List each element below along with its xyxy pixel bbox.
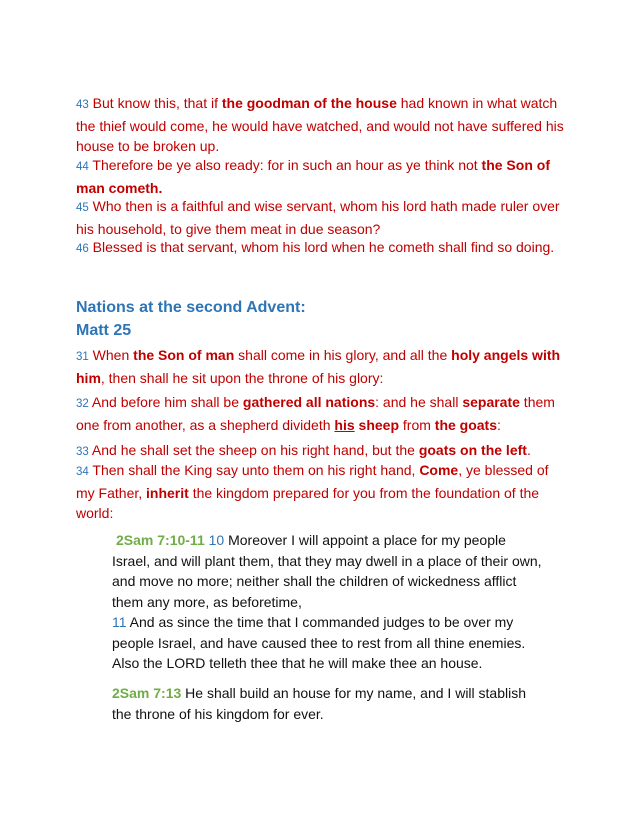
- verse-number: 31: [76, 351, 89, 363]
- verse-text: And he shall set the sheep on his right hand, but the: [88, 442, 419, 458]
- verse-text: , then shall he sit upon the throne of his glory:: [100, 369, 384, 386]
- verse-text: Moreover I will appoint a place for my people Israel, and will plant them, that they may dwell in a place of their own, and move no more; neither shall the children of wickedness afflict them any more, as beforetime,: [112, 532, 542, 610]
- verse-text: had known in what watch the thief would come, he would have watched, and would not have suffered his house to be broken up.: [76, 95, 564, 154]
- verse-text: But know this, that if: [88, 95, 222, 111]
- verse-emphasis: goats on the left: [418, 442, 527, 458]
- verse-emphasis-underlined: his: [334, 416, 355, 433]
- verse-46: [76, 237, 568, 260]
- verse-number: 43: [76, 99, 89, 111]
- verse-emphasis: separate: [462, 394, 520, 410]
- verse-44: [76, 155, 568, 198]
- verse-emphasis: gathered all nations: [242, 394, 376, 410]
- verse-number: 45: [76, 202, 89, 214]
- verse-text: And before him shall be: [88, 394, 243, 410]
- section-heading: Nations at the second Advent:: [76, 299, 306, 316]
- verse-text: , ye blessed of my Father,: [76, 462, 549, 501]
- cross-reference-2sam-7-13: [112, 683, 542, 724]
- verse-text: .: [526, 442, 531, 458]
- verse-emphasis: the goats: [434, 416, 498, 433]
- verse-number: 32: [76, 398, 89, 410]
- reference-label: 2Sam 7:10-11: [116, 532, 205, 548]
- verse-text: And as since the time that I commanded judges to be over my people Israel, and have caused thee to rest from all thine enemies. Also the LORD telleth thee that he will make thee an house.: [112, 614, 526, 671]
- verse-number: 46: [76, 243, 89, 255]
- verse-emphasis: the Son of man: [133, 347, 235, 363]
- verse-number: 44: [76, 161, 89, 173]
- verse-31: [76, 345, 568, 388]
- verse-number: 33: [76, 446, 89, 458]
- cross-reference-2sam-7-11: [112, 612, 542, 674]
- verse-34: [76, 460, 568, 524]
- verse-text: When: [88, 347, 134, 363]
- verse-number: 34: [76, 466, 89, 478]
- verse-text: Then shall the King say unto them on his right hand,: [88, 462, 420, 478]
- verse-emphasis: sheep: [358, 416, 399, 433]
- verse-32: [76, 392, 568, 435]
- verse-emphasis: holy angels with him: [76, 347, 561, 386]
- verse-emphasis: the Son of man cometh.: [76, 157, 550, 196]
- chapter-heading: Matt 25: [76, 322, 132, 339]
- verse-text: : and he shall: [375, 394, 463, 410]
- verse-text: :: [497, 416, 501, 433]
- verse-emphasis: Come: [419, 462, 459, 478]
- reference-label: 2Sam 7:13: [112, 685, 182, 701]
- verse-text: them one from another, as a shepherd divideth: [76, 394, 555, 433]
- verse-text: the kingdom prepared for you from the foundation of the world:: [76, 484, 540, 521]
- verse-text: Blessed is that servant, whom his lord when he cometh shall find so doing.: [88, 239, 555, 255]
- verse-emphasis: inherit: [146, 484, 189, 501]
- verse-number: 11: [112, 614, 127, 630]
- verse-emphasis: the goodman of the house: [221, 95, 397, 111]
- verse-45: [76, 196, 568, 239]
- verse-43: [76, 93, 568, 157]
- verse-number: 10: [208, 532, 225, 548]
- verse-text: He shall build an house for my name, and I will stablish the throne of his kingdom for ever.: [112, 685, 527, 722]
- verse-text: Therefore be ye also ready: for in such an hour as ye think not: [88, 157, 482, 173]
- cross-reference-2sam-7-10: [112, 530, 542, 612]
- verse-text: shall come in his glory, and all the: [234, 347, 452, 363]
- verse-text: from: [399, 416, 435, 433]
- verse-text: Who then is a faithful and wise servant, whom his lord hath made ruler over his household, to give them meat in due season?: [76, 198, 560, 237]
